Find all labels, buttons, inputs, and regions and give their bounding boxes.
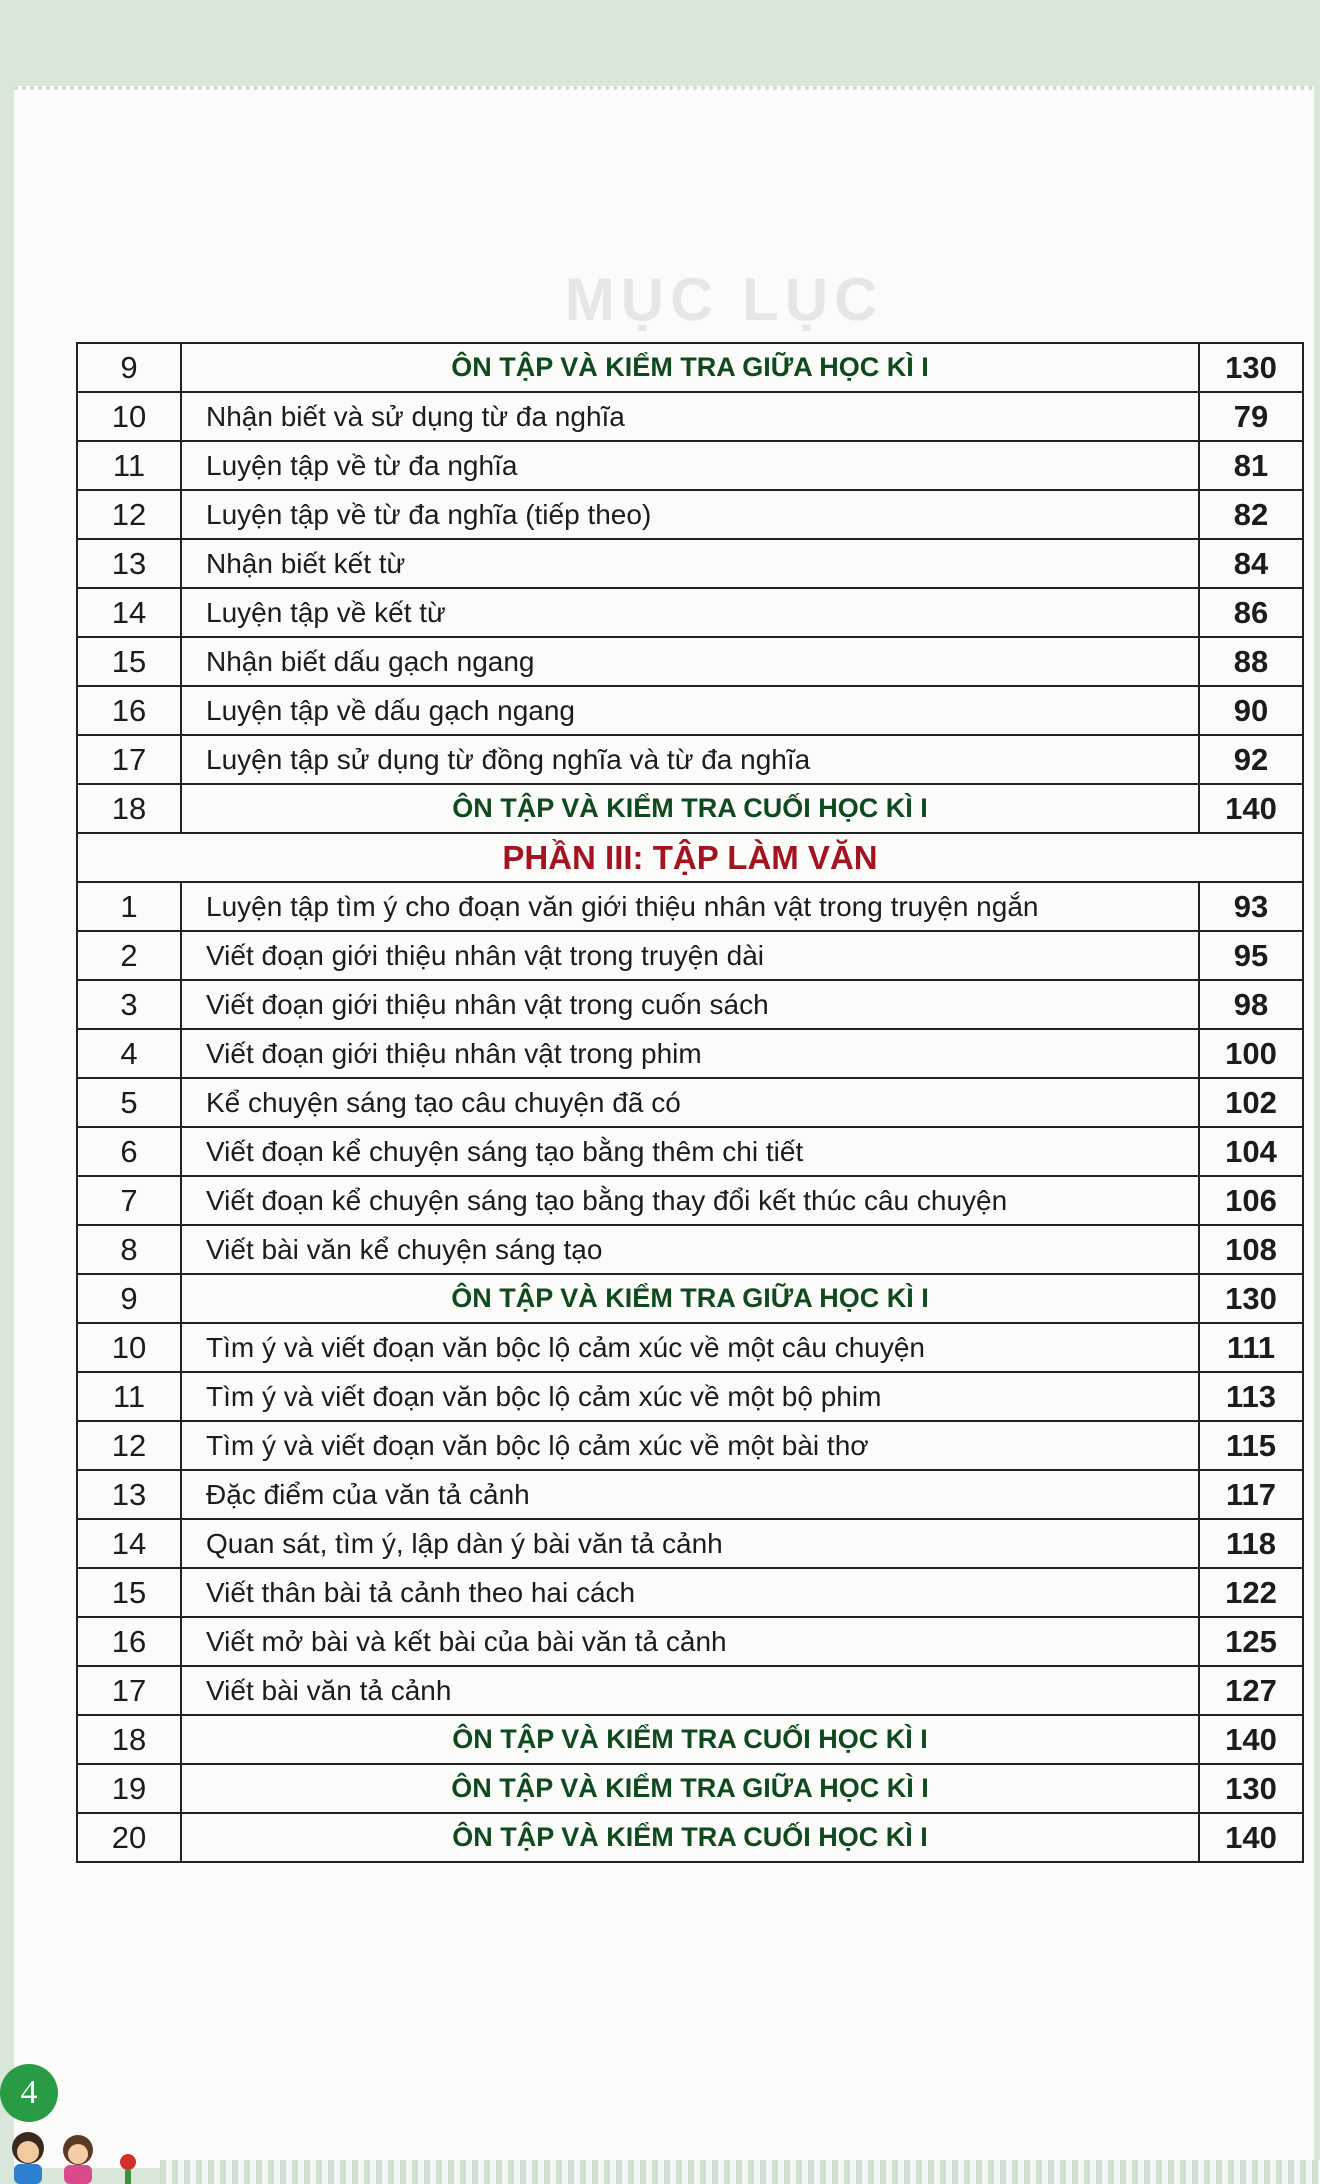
page-number: 86: [1199, 588, 1303, 637]
lesson-title: Viết đoạn giới thiệu nhân vật trong cuốn sách: [181, 980, 1199, 1029]
page-number: 117: [1199, 1470, 1303, 1519]
toc-row: [77, 735, 1303, 784]
page-number: 130: [1199, 1274, 1303, 1323]
toc-row: [77, 1029, 1303, 1078]
lesson-title: Tìm ý và viết đoạn văn bộc lộ cảm xúc về một câu chuyện: [181, 1323, 1199, 1372]
toc-row: [77, 784, 1303, 833]
toc-row: [77, 882, 1303, 931]
lesson-number: 19: [77, 1764, 181, 1813]
lesson-title: Luyện tập về dấu gạch ngang: [181, 686, 1199, 735]
lesson-title: Luyện tập tìm ý cho đoạn văn giới thiệu nhân vật trong truyện ngắn: [181, 882, 1199, 931]
lesson-number: 16: [77, 1617, 181, 1666]
lesson-number: 7: [77, 1176, 181, 1225]
lesson-number: 9: [77, 343, 181, 392]
lesson-title: Luyện tập sử dụng từ đồng nghĩa và từ đa nghĩa: [181, 735, 1199, 784]
toc-row: [77, 686, 1303, 735]
lesson-number: 11: [77, 1372, 181, 1421]
review-title: ÔN TẬP VÀ KIỂM TRA CUỐI HỌC KÌ I: [181, 1715, 1199, 1764]
toc-row: [77, 539, 1303, 588]
lesson-number: 17: [77, 1666, 181, 1715]
toc-row: [77, 1715, 1303, 1764]
toc-row: [77, 343, 1303, 392]
lesson-number: 6: [77, 1127, 181, 1176]
lesson-number: 5: [77, 1078, 181, 1127]
page-number: 82: [1199, 490, 1303, 539]
page-number: 98: [1199, 980, 1303, 1029]
lesson-title: Nhận biết và sử dụng từ đa nghĩa: [181, 392, 1199, 441]
lesson-title: Luyện tập về từ đa nghĩa: [181, 441, 1199, 490]
review-title: ÔN TẬP VÀ KIỂM TRA CUỐI HỌC KÌ I: [181, 784, 1199, 833]
page-number-badge: 4: [0, 2064, 58, 2122]
lesson-title: Tìm ý và viết đoạn văn bộc lộ cảm xúc về một bài thơ: [181, 1421, 1199, 1470]
toc-row: [77, 1078, 1303, 1127]
lesson-title: Viết đoạn giới thiệu nhân vật trong phim: [181, 1029, 1199, 1078]
lesson-number: 10: [77, 392, 181, 441]
toc-row: [77, 1568, 1303, 1617]
page-number: 100: [1199, 1029, 1303, 1078]
toc-row: [77, 1274, 1303, 1323]
lesson-number: 9: [77, 1274, 181, 1323]
table-of-contents: [76, 342, 1304, 1863]
page-number: 88: [1199, 637, 1303, 686]
lesson-number: 12: [77, 490, 181, 539]
page-number: 90: [1199, 686, 1303, 735]
page-number: 130: [1199, 343, 1303, 392]
toc-row: [77, 1372, 1303, 1421]
toc-row: [77, 931, 1303, 980]
toc-row: [77, 441, 1303, 490]
review-title: ÔN TẬP VÀ KIỂM TRA CUỐI HỌC KÌ I: [181, 1813, 1199, 1862]
lesson-title: Nhận biết dấu gạch ngang: [181, 637, 1199, 686]
toc-row: [77, 1617, 1303, 1666]
page-number: 140: [1199, 784, 1303, 833]
lesson-number: 18: [77, 1715, 181, 1764]
page-number: 111: [1199, 1323, 1303, 1372]
lesson-title: Tìm ý và viết đoạn văn bộc lộ cảm xúc về một bộ phim: [181, 1372, 1199, 1421]
page-number: 113: [1199, 1372, 1303, 1421]
page-number: 118: [1199, 1519, 1303, 1568]
page-number: 140: [1199, 1715, 1303, 1764]
toc-row: [77, 1225, 1303, 1274]
lesson-title: Nhận biết kết từ: [181, 539, 1199, 588]
lesson-title: Kể chuyện sáng tạo câu chuyện đã có: [181, 1078, 1199, 1127]
page-number: 79: [1199, 392, 1303, 441]
lesson-title: Viết thân bài tả cảnh theo hai cách: [181, 1568, 1199, 1617]
toc-row: [77, 1127, 1303, 1176]
lesson-number: 10: [77, 1323, 181, 1372]
lesson-number: 4: [77, 1029, 181, 1078]
toc-row: [77, 1421, 1303, 1470]
lesson-title: Đặc điểm của văn tả cảnh: [181, 1470, 1199, 1519]
lesson-number: 13: [77, 539, 181, 588]
toc-row: [77, 1813, 1303, 1862]
toc-row: [77, 490, 1303, 539]
lesson-number: 15: [77, 1568, 181, 1617]
toc-row: [77, 1764, 1303, 1813]
lesson-number: 20: [77, 1813, 181, 1862]
toc-row: [77, 637, 1303, 686]
toc-row: [77, 1666, 1303, 1715]
lesson-title: Quan sát, tìm ý, lập dàn ý bài văn tả cảnh: [181, 1519, 1199, 1568]
lesson-number: 12: [77, 1421, 181, 1470]
toc-row: [77, 980, 1303, 1029]
toc-row: [77, 1519, 1303, 1568]
page-number: 115: [1199, 1421, 1303, 1470]
toc-row: [77, 1176, 1303, 1225]
lesson-number: 14: [77, 1519, 181, 1568]
lesson-title: Viết đoạn kể chuyện sáng tạo bằng thêm chi tiết: [181, 1127, 1199, 1176]
lesson-number: 14: [77, 588, 181, 637]
bottom-decorative-strip: [160, 2160, 1320, 2184]
lesson-title: Viết đoạn giới thiệu nhân vật trong truyện dài: [181, 931, 1199, 980]
page-number: 84: [1199, 539, 1303, 588]
toc-row: [77, 588, 1303, 637]
page-number: 106: [1199, 1176, 1303, 1225]
page-number: 95: [1199, 931, 1303, 980]
lesson-number: 8: [77, 1225, 181, 1274]
page-number: 93: [1199, 882, 1303, 931]
page-number: 130: [1199, 1764, 1303, 1813]
lesson-title: Viết đoạn kể chuyện sáng tạo bằng thay đổi kết thúc câu chuyện: [181, 1176, 1199, 1225]
lesson-number: 18: [77, 784, 181, 833]
lesson-number: 11: [77, 441, 181, 490]
lesson-title: Viết bài văn tả cảnh: [181, 1666, 1199, 1715]
review-title: ÔN TẬP VÀ KIỂM TRA GIỮA HỌC KÌ I: [181, 1764, 1199, 1813]
page-number: 108: [1199, 1225, 1303, 1274]
lesson-number: 16: [77, 686, 181, 735]
lesson-number: 2: [77, 931, 181, 980]
page-number: 104: [1199, 1127, 1303, 1176]
lesson-number: 3: [77, 980, 181, 1029]
review-title: ÔN TẬP VÀ KIỂM TRA GIỮA HỌC KÌ I: [181, 343, 1199, 392]
page-number: 122: [1199, 1568, 1303, 1617]
lesson-number: 15: [77, 637, 181, 686]
toc-row: [77, 1323, 1303, 1372]
lesson-title: Viết mở bài và kết bài của bài văn tả cảnh: [181, 1617, 1199, 1666]
kids-illustration: [0, 2126, 160, 2184]
lesson-number: 17: [77, 735, 181, 784]
section-heading: PHẦN III: TẬP LÀM VĂN: [77, 833, 1303, 882]
lesson-number: 1: [77, 882, 181, 931]
lesson-title: Viết bài văn kể chuyện sáng tạo: [181, 1225, 1199, 1274]
lesson-title: Luyện tập về kết từ: [181, 588, 1199, 637]
section-row: [77, 833, 1303, 882]
toc-row: [77, 392, 1303, 441]
page-number: 125: [1199, 1617, 1303, 1666]
faint-header-show-through: MỤC LỤC: [564, 266, 884, 333]
page-number: 127: [1199, 1666, 1303, 1715]
lesson-number: 13: [77, 1470, 181, 1519]
lesson-title: Luyện tập về từ đa nghĩa (tiếp theo): [181, 490, 1199, 539]
page-number: 81: [1199, 441, 1303, 490]
page-number: 102: [1199, 1078, 1303, 1127]
page-number: 92: [1199, 735, 1303, 784]
page-number: 140: [1199, 1813, 1303, 1862]
review-title: ÔN TẬP VÀ KIỂM TRA GIỮA HỌC KÌ I: [181, 1274, 1199, 1323]
toc-row: [77, 1470, 1303, 1519]
